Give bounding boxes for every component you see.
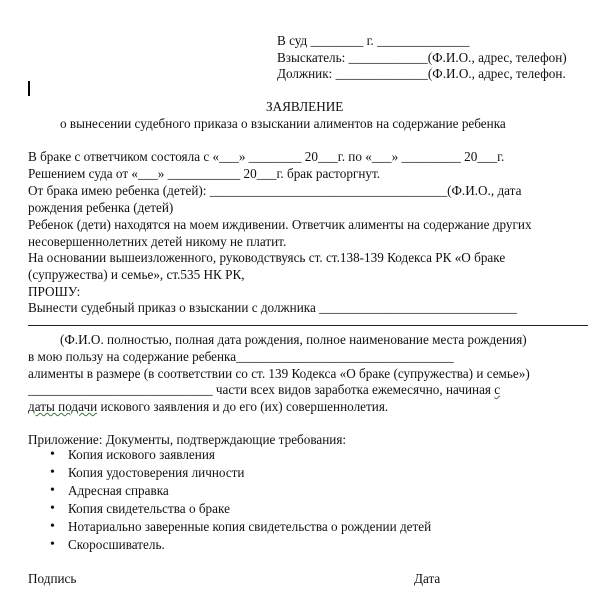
text-cursor (28, 81, 30, 96)
attachments-heading: Приложение: Документы, подтверждающие требования: (28, 432, 347, 447)
fill-in-line (28, 325, 588, 326)
header-debtor: Должник: ______________(Ф.И.О., адрес, телефон. (277, 66, 566, 81)
header-court: В суд ________ г. ______________ (277, 33, 470, 48)
body-line-no-payment: несовершеннолетних детей никому не платит. (28, 234, 287, 249)
body-line-in-favor: в мою пользу на содержание ребенка_________________________________ (28, 349, 454, 364)
body-line-divorce: Решением суда от «___» ___________ 20___г. брак расторгнут. (28, 166, 381, 181)
list-item: • Скоросшиватель. (48, 536, 431, 554)
body-line-period (28, 399, 388, 415)
earnings-end: с (494, 382, 501, 397)
document-title: ЗАЯВЛЕНИЕ (266, 99, 344, 114)
body-line-earnings (28, 382, 500, 398)
list-item: • Адресная справка (48, 482, 431, 500)
body-line-dependents: Ребенок (дети) находятся на моем иждивении. Ответчик алименты на содержание других (28, 217, 532, 232)
body-line-issue-order: Вынести судебный приказ о взыскании с должника ______________________________ (28, 300, 517, 315)
earnings-text: части всех видов заработка ежемесячно, начиная (212, 382, 495, 397)
period-start: даты подачи (28, 399, 98, 414)
body-line-children: От брака имею ребенка (детей): ____________________________________(Ф.И.О., дата (28, 183, 522, 198)
body-line-legal-basis: На основании вышеизложенного, руководствуясь ст. ст.138-139 Кодекса РК «О браке (28, 250, 506, 265)
list-item: • Копия свидетельства о браке (48, 500, 431, 518)
header-claimant: Взыскатель: ____________(Ф.И.О., адрес, телефон) (277, 50, 567, 65)
body-line-debtor-details: (Ф.И.О. полностью, полная дата рождения, полное наименование места рождения) (60, 332, 527, 347)
body-line-request: ПРОШУ: (28, 284, 81, 299)
body-line-legal-basis-cont: (супружества) и семье», ст.535 НК РК, (28, 267, 245, 282)
signature-label: Подпись (28, 571, 77, 586)
list-item: • Копия искового заявления (48, 446, 431, 464)
body-line-marriage: В браке с ответчиком состояла с «___» ________ 20___г. по «___» _________ 20___г. (28, 149, 505, 164)
date-label: Дата (414, 571, 441, 586)
document-subtitle: о вынесении судебного приказа о взыскании алиментов на содержание ребенка (60, 116, 506, 131)
list-item: • Нотариально заверенные копия свидетельства о рождении детей (48, 518, 431, 536)
body-line-amount: алименты в размере (в соответствии со ст. 139 Кодекса «О браке (супружества) и семье») (28, 366, 530, 381)
period-rest: искового заявления и до его (их) совершеннолетия. (97, 399, 389, 414)
attachments-list (48, 446, 431, 554)
earnings-blank: ____________________________ (28, 382, 213, 397)
list-item: • Копия удостоверения личности (48, 464, 431, 482)
body-line-children-birth: рождения ребенка (детей) (28, 200, 174, 215)
